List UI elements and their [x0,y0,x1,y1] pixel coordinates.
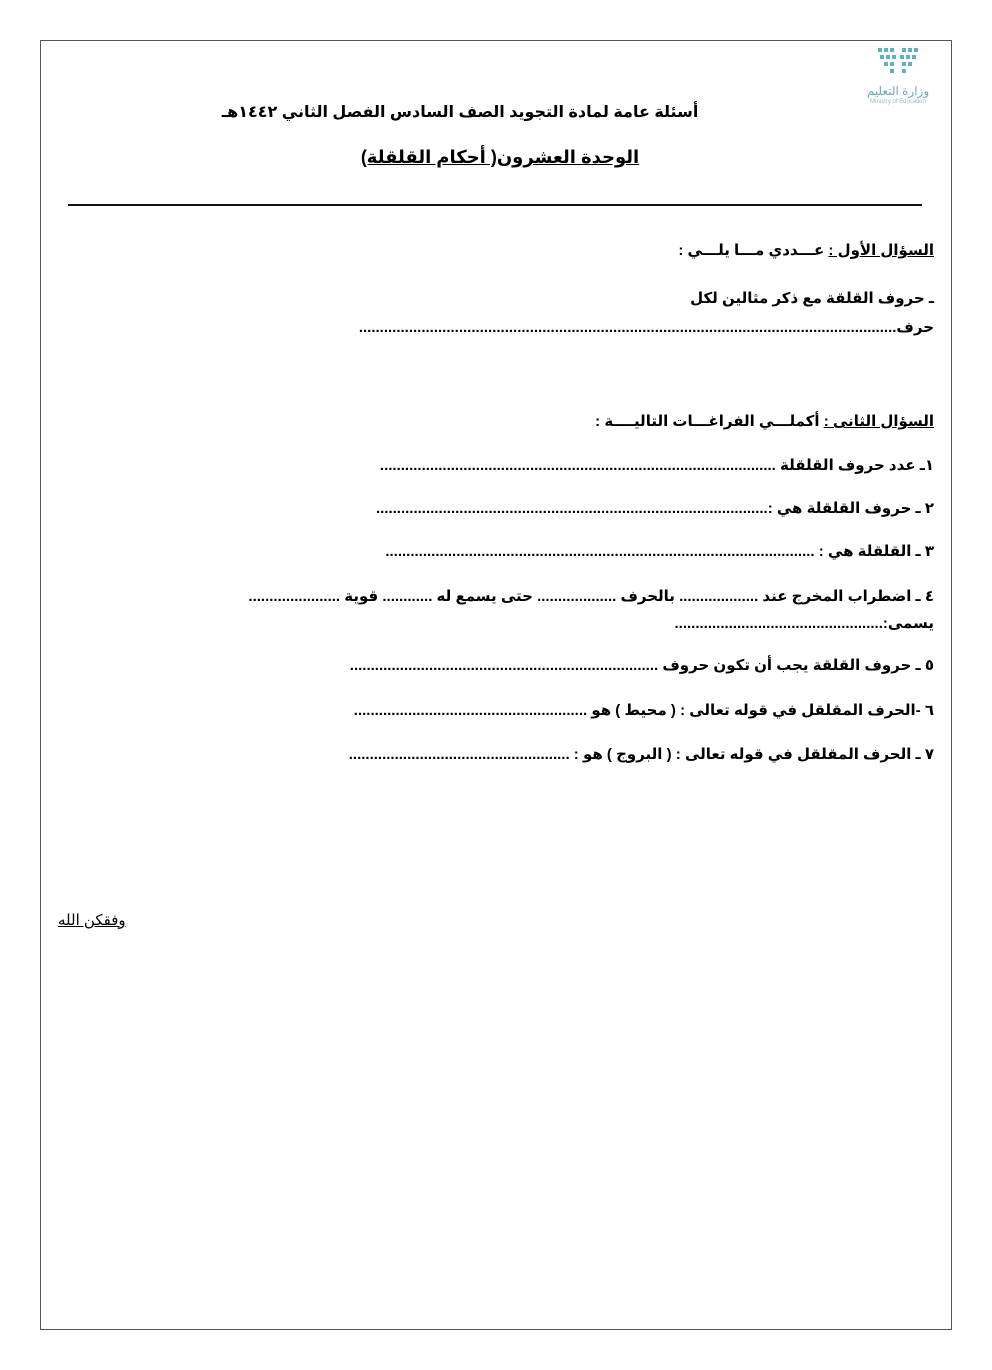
q2-heading [595,412,934,430]
q2-item-4-cont: يسمى:.................................................. [674,615,934,632]
q1-label: السؤال الأول : [828,242,934,259]
divider [68,204,922,206]
page-border [40,40,952,1330]
q1-item-line2: حرف................................................................................................................................. [358,319,934,336]
unit-title-text: الوحدة العشرون( أحكام القلقلة) [360,147,640,167]
q2-item-5: ٥ ـ حروف القلقة يجب أن تكون حروف .......................................................................... [349,657,934,674]
q2-item-4: ٤ ـ اضطراب المخرج عند ................... بالحرف ................... حتى يسمع له ............ قوية ...................... [248,588,934,605]
ministry-logo-icon [850,44,946,84]
q2-instruction: أكملـــي الفراغـــات التاليــــة : [595,413,820,430]
q1-heading [678,241,934,259]
page-title: أسئلة عامة لمادة التجويد الصف السادس الفصل الثاني ١٤٤٢هـ [221,104,699,121]
q2-item-2: ٢ ـ حروف القلقلة هي :.............................................................................................. [375,500,934,517]
q2-item-6: ٦ -الحرف المقلقل في قوله تعالى : ( محيط ) هو ........................................................ [353,702,934,719]
ministry-logo [850,44,946,112]
q2-item-3: ٣ ـ القلقلة هي : ....................................................................................................... [385,543,934,560]
closing-text: وفقكن الله [58,912,126,929]
q2-item-1: ١ـ عدد حروف القلقلة ............................................................................................... [379,457,934,474]
logo-subtitle: Ministry of Education [870,99,926,105]
q1-instruction: عـــددي مـــا يلـــي : [678,242,825,259]
q2-item-7: ٧ ـ الحرف المقلقل في قوله تعالى : ( البروج ) هو : ..................................................... [348,746,934,763]
logo-text: وزارة التعليم [866,84,930,98]
unit-title [250,147,750,168]
q2-label: السؤال الثانى : [823,413,934,430]
q1-item-line1: ـ حروف القلقة مع ذكر مثالين لكل [690,290,934,307]
